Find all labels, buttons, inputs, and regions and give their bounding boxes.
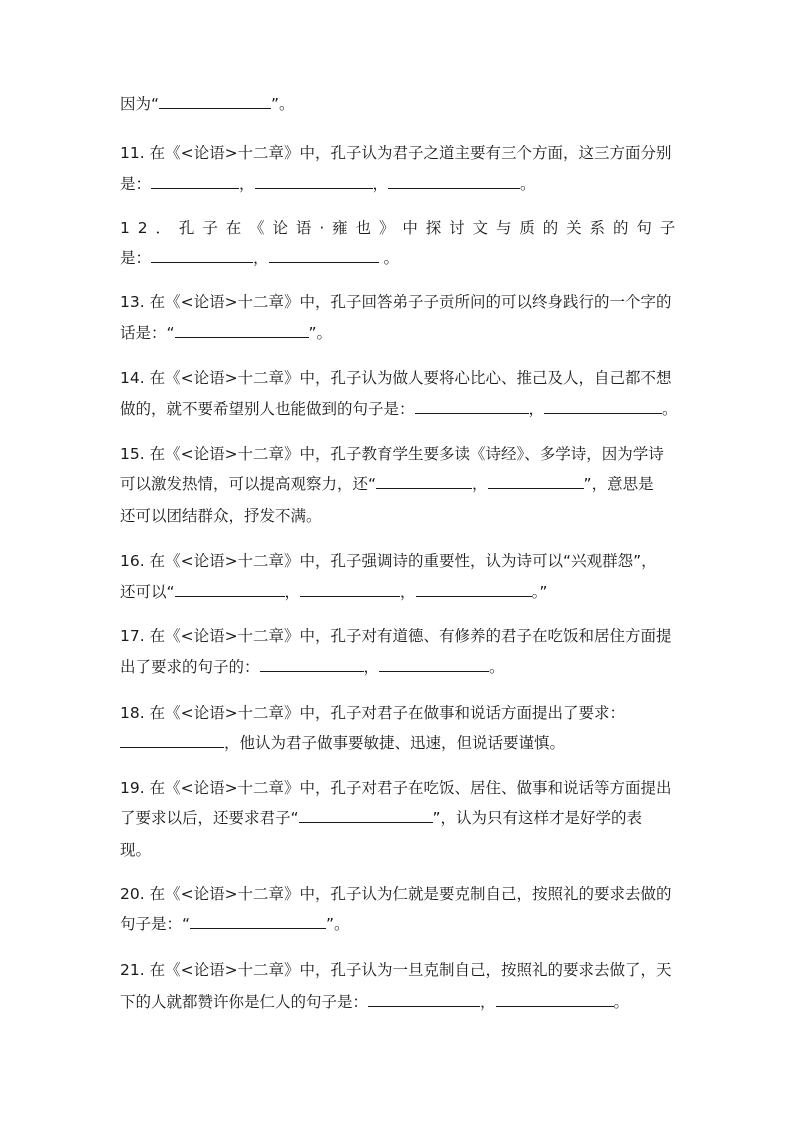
text: 出了要求的句子的： [120, 658, 260, 676]
question-14-answer-line [120, 399, 678, 419]
text: 是： [120, 249, 152, 267]
text: 因为“ [120, 95, 160, 113]
question-text: 20. 在《<论语>十二章》中，孔子认为仁就是要克制自己，按照礼的要求去做的 [120, 885, 672, 903]
question-text: 11. 在《<论语>十二章》中，孔子认为君子之道主要有三个方面，这三方面分别 [120, 144, 672, 162]
question-19 [120, 778, 672, 798]
text: 。 [489, 658, 505, 676]
text: 做的，就不要希望别人也能做到的句子是： [120, 400, 415, 418]
answer-blank[interactable] [255, 174, 373, 189]
line-q10-end [120, 94, 295, 114]
question-text: 14. 在《<论语>十二章》中，孔子认为做人要将心比心、推己及人，自己都不想 [120, 369, 672, 387]
question-text: 15. 在《<论语>十二章》中，孔子教育学生要多读《诗经》、多学诗，因为学诗 [120, 445, 664, 463]
answer-blank[interactable] [496, 992, 614, 1007]
text: 下的人就都赞许你是仁人的句子是： [120, 993, 369, 1011]
answer-blank[interactable] [151, 248, 253, 263]
text: 。” [531, 583, 548, 601]
text: ”。 [271, 95, 295, 113]
question-17-answer-line [120, 657, 505, 677]
text: 。 [662, 400, 678, 418]
question-20-answer-line [120, 914, 350, 934]
question-20 [120, 884, 672, 904]
text: ， [253, 249, 269, 267]
question-15 [120, 444, 664, 464]
text: ”。 [326, 915, 350, 933]
text: 。 [378, 249, 399, 267]
answer-blank[interactable] [260, 657, 364, 672]
question-text: 17. 在《<论语>十二章》中，孔子对有道德、有修养的君子在吃饭和居住方面提 [120, 627, 672, 645]
text: 句子是：“ [120, 915, 191, 933]
answer-blank[interactable] [151, 174, 239, 189]
question-18-answer-line [120, 733, 565, 753]
question-21-answer-line [120, 992, 629, 1012]
question-19-continued [120, 840, 151, 860]
question-text: 12．孔子在《论语·雍也》中探讨文与质的关系的句子 [120, 219, 684, 237]
question-16-answer-line [120, 582, 547, 602]
answer-blank[interactable] [416, 582, 532, 597]
text: ”。 [308, 324, 333, 342]
text: ， [400, 583, 416, 601]
text: ， [284, 583, 301, 601]
text: 还可以“ [120, 583, 175, 601]
text: ”，认为只有这样才是好学的表 [432, 809, 643, 827]
question-text: 19. 在《<论语>十二章》中，孔子对君子在吃饭、居住、做事和说话等方面提出 [120, 779, 672, 797]
answer-blank[interactable] [376, 474, 472, 489]
question-text: 21. 在《<论语>十二章》中，孔子认为一旦克制自己，按照礼的要求去做了，天 [120, 961, 672, 979]
text: 是： [120, 175, 152, 193]
text: ”，意思是 [583, 475, 654, 493]
text: ， [472, 475, 488, 493]
question-18 [120, 703, 625, 723]
answer-blank[interactable] [415, 399, 529, 414]
answer-blank[interactable] [488, 474, 584, 489]
answer-blank[interactable] [388, 174, 520, 189]
question-text: 16. 在《<论语>十二章》中，孔子强调诗的重要性，认为诗可以“兴观群怨”， [120, 552, 657, 570]
answer-blank[interactable] [368, 992, 480, 1007]
answer-blank[interactable] [379, 657, 489, 672]
question-16 [120, 551, 657, 571]
question-11-answer-line [120, 174, 536, 194]
answer-blank[interactable] [269, 248, 379, 263]
question-text: 13. 在《<论语>十二章》中，孔子回答弟子子贡所问的可以终身践行的一个字的 [120, 293, 672, 311]
question-11 [120, 143, 672, 163]
question-13 [120, 292, 672, 312]
text: ， [363, 658, 380, 676]
question-12-answer-line [120, 248, 399, 268]
text: ，他认为君子做事要敏捷、迅速，但说话要谨慎。 [224, 734, 566, 752]
text: 。 [520, 175, 536, 193]
question-13-answer-line [120, 323, 332, 343]
answer-blank[interactable] [300, 582, 400, 597]
question-14 [120, 368, 672, 388]
question-17 [120, 626, 672, 646]
answer-blank[interactable] [190, 914, 326, 929]
question-21 [120, 960, 672, 980]
text: ， [528, 400, 545, 418]
text: ， [239, 175, 255, 193]
text: 了要求以后，还要求君子“ [120, 809, 299, 827]
text: 可以激发热情，可以提高观察力，还“ [120, 475, 377, 493]
answer-blank[interactable] [544, 399, 662, 414]
text: ， [480, 993, 496, 1011]
text: 话是：“ [120, 324, 175, 342]
text: 。 [613, 993, 630, 1011]
question-15-continued [120, 506, 322, 526]
answer-blank[interactable] [175, 582, 285, 597]
question-text: 18. 在《<论语>十二章》中，孔子对君子在做事和说话方面提出了要求： [120, 704, 626, 722]
answer-blank[interactable] [120, 733, 224, 748]
question-19-answer-line [120, 808, 642, 828]
answer-blank[interactable] [299, 808, 433, 823]
question-15-answer-line [120, 474, 654, 494]
text: 还可以团结群众，抒发不满。 [120, 507, 322, 525]
text: 现。 [120, 841, 152, 859]
text: ， [372, 175, 389, 193]
question-12 [120, 218, 683, 238]
answer-blank[interactable] [175, 323, 309, 338]
answer-blank[interactable] [159, 94, 271, 109]
